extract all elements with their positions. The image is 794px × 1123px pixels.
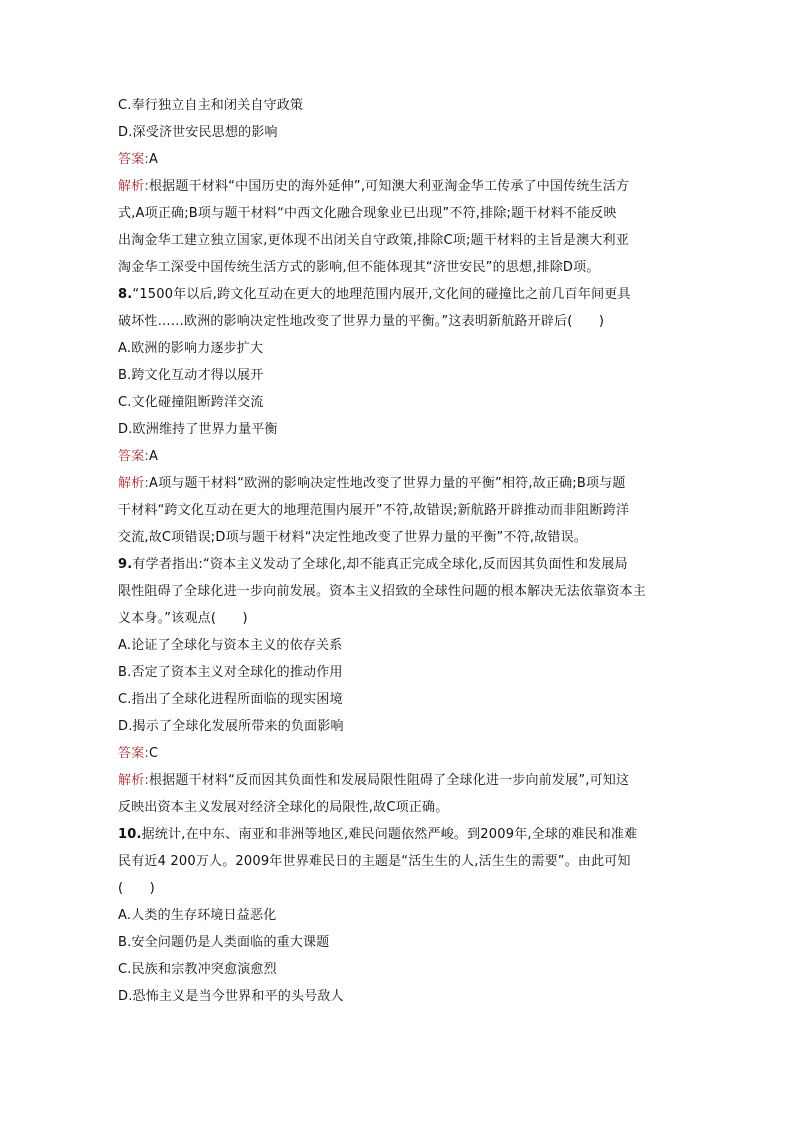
option-d: D.恐怖主义是当今世界和平的头号敌人 (118, 989, 344, 1004)
question-text: 义本身。”该观点( ) (118, 611, 248, 626)
document-page (118, 92, 680, 1010)
option-d: D.欧洲维持了世界力量平衡 (118, 422, 278, 437)
analysis-text: 交流,故C项错误;D项与题干材料“决定性地改变了世界力量的平衡”不符,故错误。 (118, 530, 588, 545)
analysis-label: 解析: (118, 179, 149, 194)
answer-label: 答案: (118, 746, 149, 761)
question-text: ( ) (118, 881, 155, 896)
option-c: C.文化碰撞阻断跨洋交流 (118, 395, 264, 410)
question-text: 破坏性……欧洲的影响决定性地改变了世界力量的平衡。”这表明新航路开辟后( ) (118, 314, 605, 329)
answer-value: A (148, 449, 159, 464)
analysis-line (118, 767, 680, 794)
question-number: 10. (118, 827, 142, 842)
question-text: 限性阻碍了全球化进一步向前发展。资本主义招致的全球性问题的根本解决无法依靠资本主 (118, 584, 647, 599)
question-number: 8. (118, 287, 133, 302)
option-b: B.否定了资本主义对全球化的推动作用 (118, 665, 343, 680)
analysis-text: 淘金华工深受中国传统生活方式的影响,但不能体现其“济世安民”的思想,排除D项。 (118, 260, 600, 275)
answer-line (118, 443, 680, 470)
question-text: 据统计,在中东、南亚和非洲等地区,难民问题依然严峻。到2009年,全球的难民和准难 (141, 827, 638, 842)
question-stem (118, 281, 680, 308)
option-c: C.奉行独立自主和闭关自守政策 (118, 98, 304, 113)
answer-line (118, 146, 680, 173)
analysis-text: 根据题干材料“反而因其负面性和发展局限性阻碍了全球化进一步向前发展”,可知这 (148, 773, 630, 788)
option-a: A.欧洲的影响力逐步扩大 (118, 341, 264, 356)
answer-value: A (148, 152, 159, 167)
analysis-text: 式,A项正确;B项与题干材料“中西文化融合现象业已出现”不符,排除;题干材料不能反映 (118, 206, 617, 221)
answer-label: 答案: (118, 449, 149, 464)
analysis-text: 干材料“跨文化互动在更大的地理范围内展开”不符,故错误;新航路开辟推动而非阻断跨洋 (118, 503, 630, 518)
answer-line (118, 740, 680, 767)
analysis-text: 根据题干材料“中国历史的海外延伸”,可知澳大利亚淘金华工传承了中国传统生活方 (148, 179, 630, 194)
option-c: C.民族和宗教冲突愈演愈烈 (118, 962, 277, 977)
option-c: C.指出了全球化进程所面临的现实困境 (118, 692, 343, 707)
question-number: 9. (118, 557, 133, 572)
question-text: “1500年以后,跨文化互动在更大的地理范围内展开,文化间的碰撞比之前几百年间更具 (132, 287, 631, 302)
option-d: D.揭示了全球化发展所带来的负面影响 (118, 719, 344, 734)
question-text: 民有近4 200万人。2009年世界难民日的主题是“活生生的人,活生生的需要”。由此可知 (118, 854, 631, 869)
option-b: B.安全问题仍是人类面临的重大课题 (118, 935, 330, 950)
question-stem (118, 551, 680, 578)
answer-label: 答案: (118, 152, 149, 167)
analysis-label: 解析: (118, 476, 149, 491)
analysis-text: 出淘金华工建立独立国家,更体现不出闭关自守政策,排除C项;题干材料的主旨是澳大利亚 (118, 233, 629, 248)
question-stem (118, 821, 680, 848)
option-b: B.跨文化互动才得以展开 (118, 368, 264, 383)
option-a: A.论证了全球化与资本主义的依存关系 (118, 638, 343, 653)
analysis-line (118, 173, 680, 200)
question-text: 有学者指出:“资本主义发动了全球化,却不能真正完成全球化,反而因其负面性和发展局 (132, 557, 628, 572)
analysis-text: A项与题干材料“欧洲的影响决定性地改变了世界力量的平衡”相符,故正确;B项与题 (148, 476, 626, 491)
option-d: D.深受济世安民思想的影响 (118, 125, 278, 140)
analysis-line (118, 470, 680, 497)
analysis-label: 解析: (118, 773, 149, 788)
analysis-text: 反映出资本主义发展对经济全球化的局限性,故C项正确。 (118, 800, 449, 815)
answer-value: C (148, 746, 159, 761)
option-a: A.人类的生存环境日益恶化 (118, 908, 277, 923)
